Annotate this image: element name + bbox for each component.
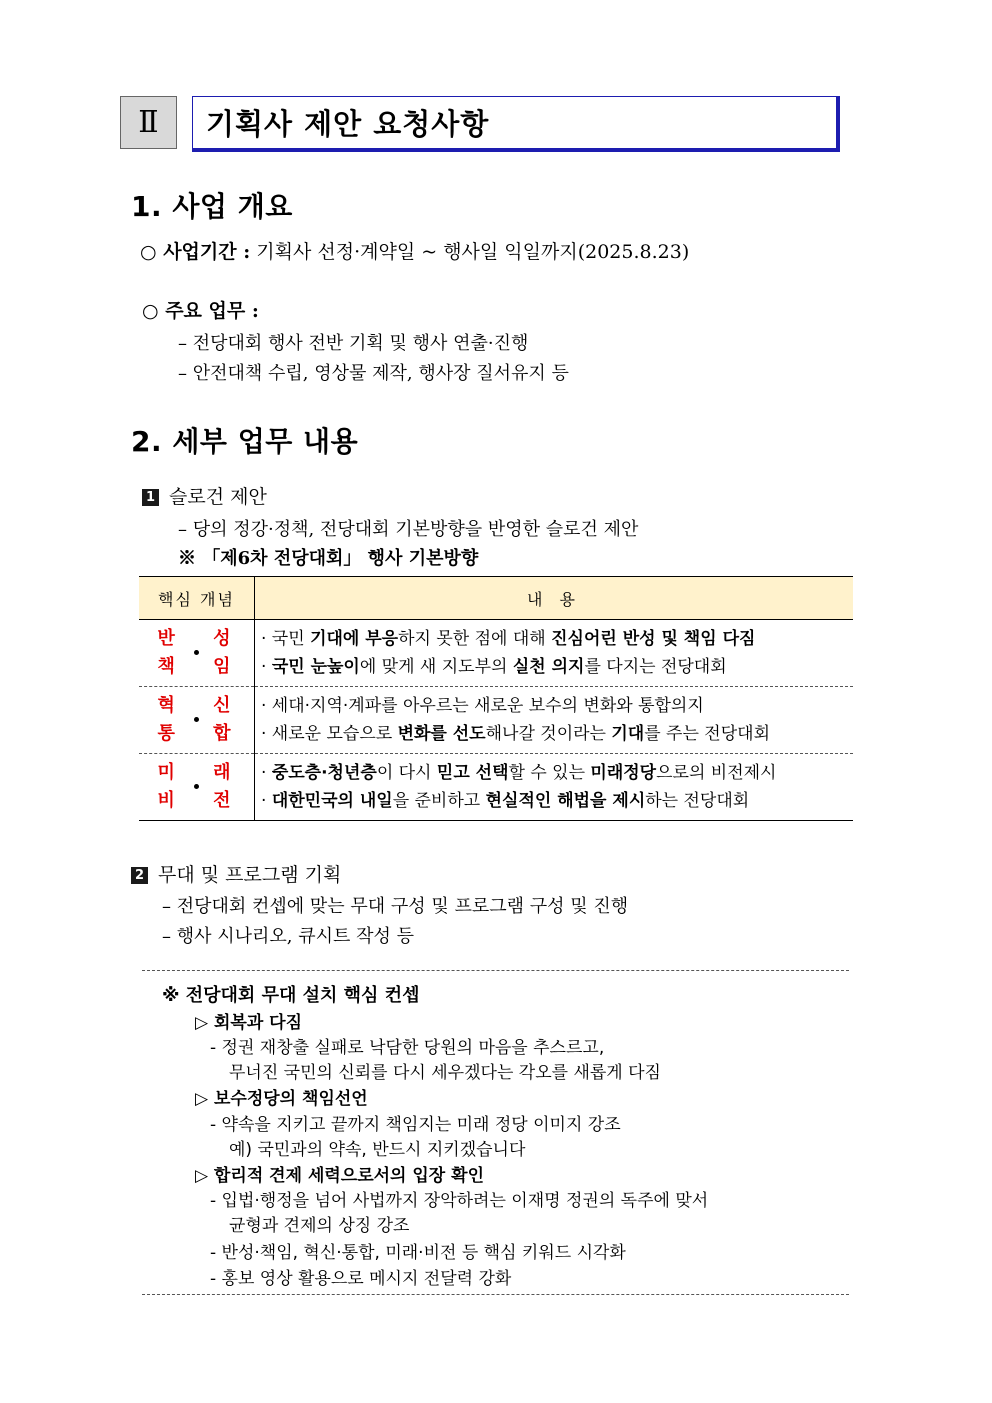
item1-note: ※ 「제6차 전당대회」 행사 기본방향 [178,548,479,569]
description-emphasis: 현실적인 해법을 제시 [485,791,646,811]
table-row [139,620,853,687]
description-text: · 국민 [261,629,311,649]
section-title: 기획사 제안 요청사항 [206,107,490,141]
concept-line: - 입법·행정을 넘어 사법까지 장악하려는 이재명 정권의 독주에 맞서 [210,1191,709,1211]
table-row [139,754,853,821]
description-text: · [261,657,272,677]
concept-line: - 정권 재창출 실패로 낙담한 당원의 마음을 추스르고, [210,1038,605,1058]
concept-line: 무너진 국민의 신뢰를 다시 세우겠다는 각오를 새롭게 다짐 [229,1063,661,1083]
description-text: 하지 못한 점에 대해 [398,629,552,649]
description-text: · [261,763,272,783]
concept-line: - 약속을 지키고 끝까지 책임지는 미래 정당 이미지 강조 [210,1115,621,1135]
concept-keyword-cell [139,754,255,821]
concept-line: 균형과 견제의 상징 강조 [229,1216,410,1236]
description-emphasis: 믿고 선택 [436,763,509,783]
description-text: 할 수 있는 [508,763,591,783]
description-line [261,787,852,815]
description-text: 해나갈 것이라는 [485,724,612,744]
period-line [140,237,689,264]
period-label: ○ 사업기간 : [140,241,251,263]
description-emphasis: 변화를 선도 [397,724,486,744]
description-text: 를 주는 전당대회 [644,724,770,744]
overview-heading: 1. 사업 개요 [131,190,293,223]
description-text: 으로의 비전제시 [656,763,777,783]
description-emphasis: 진심어린 반성 및 책임 다짐 [551,629,756,649]
description-line [261,720,852,748]
table-header-content: 내 용 [255,577,854,620]
concept-box-title: ※ 전당대회 무대 설치 핵심 컨셉 [162,985,420,1006]
concept-description-cell [255,754,854,821]
description-line [261,692,852,720]
description-emphasis: 국민 눈높이 [271,657,360,677]
concept-keyword: 미 래 [157,762,247,783]
item2-title: 무대 및 프로그램 기획 [158,864,342,886]
section-number: Ⅱ [120,96,177,149]
item1-number-badge: 1 [142,489,159,506]
description-emphasis: 중도층·청년층 [271,763,377,783]
description-text: · 새로운 모습으로 [261,724,398,744]
description-text: 를 다지는 전당대회 [584,657,727,677]
keyword-dot [194,784,199,789]
concept-description-cell [255,620,854,687]
description-emphasis: 기대에 부응 [310,629,399,649]
details-heading: 2. 세부 업무 내용 [131,425,359,458]
concept-description-cell [255,687,854,754]
description-emphasis: 기대 [611,724,645,744]
concept-group-title: ▷ 보수정당의 책임선언 [195,1089,368,1109]
concept-keyword: 혁 신 [157,695,247,716]
description-text: · [261,791,272,811]
concept-line: - 홍보 영상 활용으로 메시지 전달력 강화 [210,1269,512,1289]
description-line [261,653,852,681]
description-text: 하는 전당대회 [645,791,750,811]
description-emphasis: 실천 의지 [512,657,585,677]
description-text: 에 맞게 새 지도부의 [359,657,513,677]
item1-title-row [142,482,267,509]
concept-box-bottom-rule [142,1294,849,1295]
description-emphasis: 미래정당 [590,763,657,783]
period-value: 기획사 선정·계약일 ~ 행사일 익일까지(2025.8.23) [250,241,690,263]
keyword-dot [194,717,199,722]
item1-title: 슬로건 제안 [169,486,267,508]
description-emphasis: 대한민국의 내일 [271,791,393,811]
description-text: 이 다시 [376,763,437,783]
concept-box-top-rule [142,970,849,971]
concept-keyword: 반 성 [157,628,247,649]
description-text: 을 준비하고 [392,791,486,811]
description-line [261,625,852,653]
item2-number-badge: 2 [131,867,148,884]
duty-item: – 전당대회 행사 전반 기획 및 행사 연출·진행 [178,333,529,354]
concept-keyword-cell [139,620,255,687]
item1-line: – 당의 정강·정책, 전당대회 기본방향을 반영한 슬로건 제안 [178,519,639,540]
duties-label: ○ 주요 업무 : [142,300,259,322]
description-line [261,759,852,787]
description-text: · 세대·지역·계파를 아우르는 새로운 보수의 변화와 통합의지 [261,696,704,716]
duty-item: – 안전대책 수립, 영상물 제작, 행사장 질서유지 등 [178,363,569,384]
item2-title-row [131,860,341,887]
item2-line: – 전당대회 컨셉에 맞는 무대 구성 및 프로그램 구성 및 진행 [162,896,629,917]
concept-keyword: 비 전 [157,790,247,811]
keyword-dot [194,650,199,655]
concept-keyword: 통 합 [157,723,247,744]
concept-line: - 반성·책임, 혁신·통합, 미래·비전 등 핵심 키워드 시각화 [210,1243,626,1263]
concept-table [139,576,853,821]
table-row [139,687,853,754]
concept-line: 예) 국민과의 약속, 반드시 지키겠습니다 [229,1140,526,1160]
concept-keyword: 책 임 [157,656,247,677]
table-header-concept: 핵심 개념 [139,577,255,620]
table-body [139,620,853,821]
item2-line: – 행사 시나리오, 큐시트 작성 등 [162,926,414,947]
concept-keyword-cell [139,687,255,754]
concept-group-title: ▷ 회복과 다짐 [195,1013,303,1033]
concept-group-title: ▷ 합리적 견제 세력으로서의 입장 확인 [195,1166,484,1186]
